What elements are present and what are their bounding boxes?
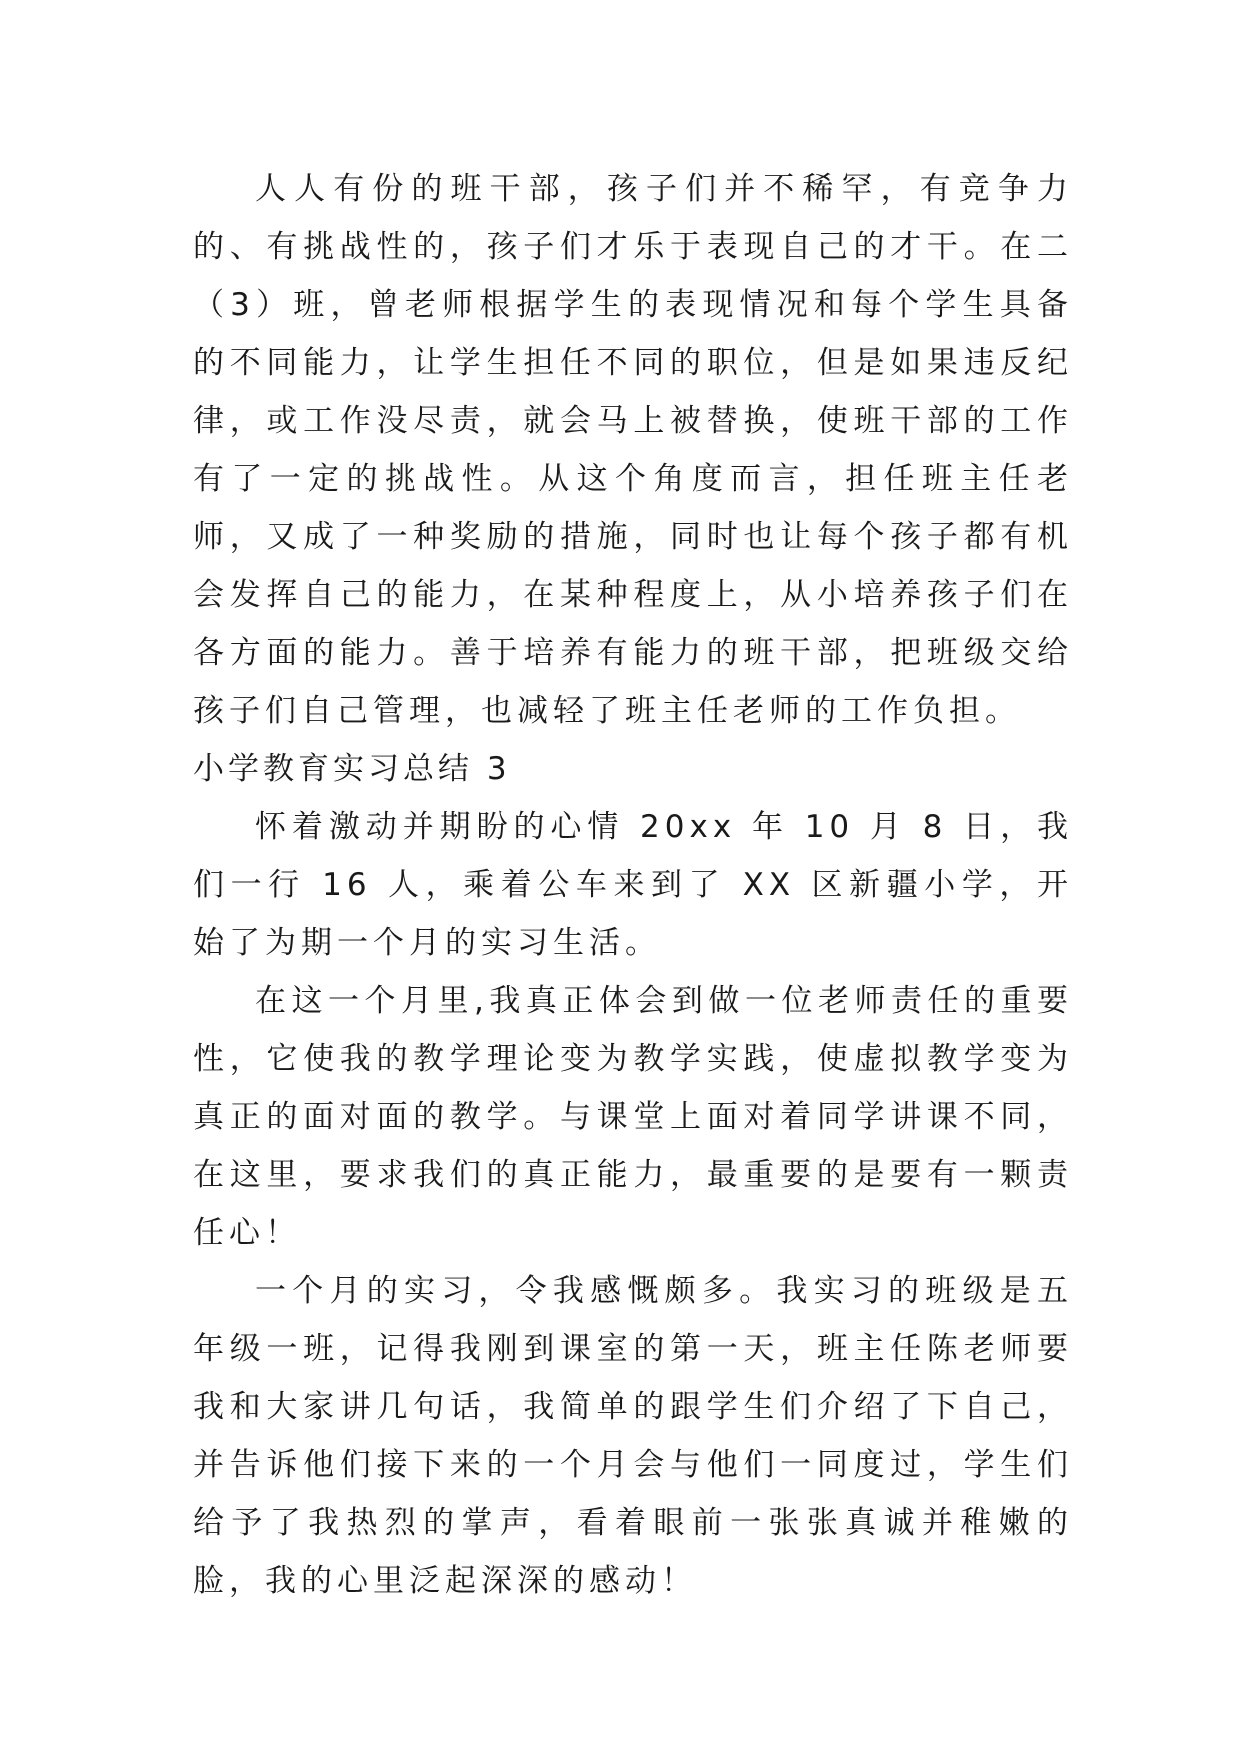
- paragraph-arrival: 怀着激动并期盼的心情 20xx 年 10 月 8 日，我们一行 16 人，乘着公车来到了 XX 区新疆小学，开始了为期一个月的实习生活。: [193, 809, 1073, 961]
- paragraph-responsibility: 在这一个月里,我真正体会到做一位老师责任的重要性，它使我的教学理论变为教学实践，使虚拟教学变为真正的面对面的教学。与课堂上面对着同学讲课不同，在这里，要求我们的真正能力，最重要的是要有一颗责任心！: [193, 983, 1073, 1251]
- document-body: [193, 160, 1073, 1610]
- section-title: 小学教育实习总结 3: [193, 751, 511, 787]
- paragraph-first-day: 一个月的实习，令我感慨颇多。我实习的班级是五年级一班，记得我刚到课室的第一天，班主任陈老师要我和大家讲几句话，我简单的跟学生们介绍了下自己，并告诉他们接下来的一个月会与他们一同度过，学生们给予了我热烈的掌声，看着眼前一张张真诚并稚嫩的脸，我的心里泛起深深的感动！: [193, 1273, 1073, 1599]
- paragraph-class-leaders: 人人有份的班干部，孩子们并不稀罕，有竞争力的、有挑战性的，孩子们才乐于表现自己的才干。在二（3）班，曾老师根据学生的表现情况和每个学生具备的不同能力，让学生担任不同的职位，但是如果违反纪律，或工作没尽责，就会马上被替换，使班干部的工作有了一定的挑战性。从这个角度而言，担任班主任老师，又成了一种奖励的措施，同时也让每个孩子都有机会发挥自己的能力，在某种程度上，从小培养孩子们在各方面的能力。善于培养有能力的班干部，把班级交给孩子们自己管理，也减轻了班主任老师的工作负担。: [193, 171, 1073, 729]
